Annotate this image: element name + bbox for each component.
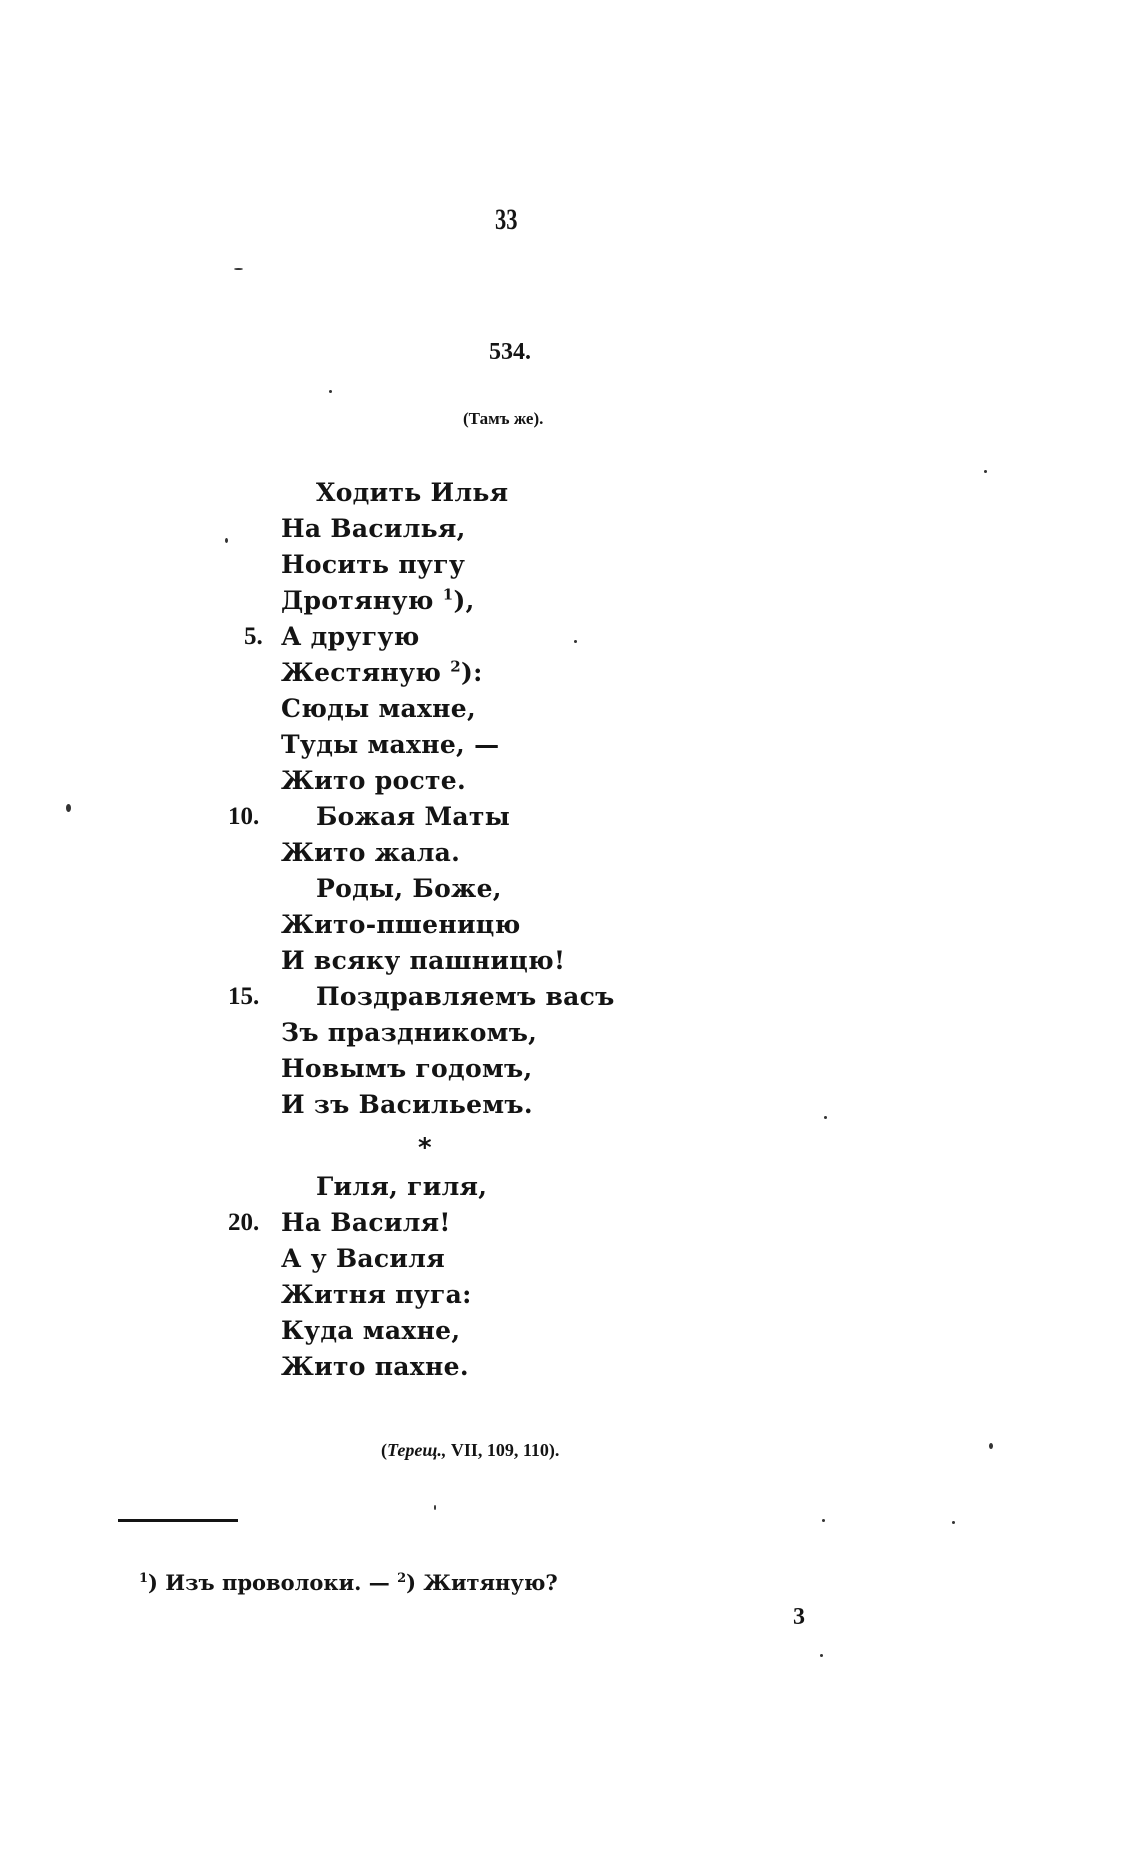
verse-line — [281, 1316, 460, 1346]
scan-speck — [952, 1521, 955, 1524]
scan-speck — [822, 1519, 825, 1522]
line-number: 20. — [228, 1209, 260, 1236]
verse-line-text: Зъ праздникомъ, — [281, 1018, 538, 1047]
verse-line — [316, 802, 510, 832]
scan-speck — [329, 390, 332, 393]
verse-line-text: И всяку пашницю! — [281, 946, 566, 975]
verse-line — [281, 658, 483, 688]
verse-line-text: Гиля, гиля, — [316, 1172, 488, 1201]
verse-line — [316, 478, 508, 508]
footnote-1-text: ) Изъ проволоки. — — [148, 1570, 398, 1595]
verse-line-text: Жито-пшеницю — [281, 910, 521, 939]
scan-speck — [66, 804, 71, 812]
verse-line — [281, 1054, 532, 1084]
scan-speck — [824, 1116, 827, 1119]
footnote-rule — [118, 1519, 238, 1522]
verse-line-text: Куда махне, — [281, 1316, 461, 1345]
verse-line-punct: ), — [453, 586, 475, 615]
verse-line-text: Жито росте. — [281, 766, 466, 795]
verse-line — [281, 1018, 537, 1048]
scan-speck — [234, 268, 243, 270]
scan-speck — [434, 1505, 436, 1510]
verse-line-text: И зъ Васильемъ. — [281, 1090, 533, 1119]
footnote-2-text: ) Житяную? — [406, 1570, 558, 1595]
scan-speck — [225, 538, 228, 543]
verse-line-text: Роды, Боже, — [316, 874, 502, 903]
citation-author: Терещ., — [387, 1440, 447, 1460]
footnote-ref: 1 — [442, 585, 454, 604]
verse-line-text: А другую — [281, 622, 420, 651]
verse-line-text: Жестяную — [281, 658, 442, 687]
scan-speck — [574, 640, 577, 643]
verse-line-punct: ): — [461, 658, 483, 687]
signature-mark: 3 — [793, 1604, 805, 1630]
verse-line — [281, 766, 466, 796]
verse-line — [281, 1352, 469, 1382]
stanza-separator: * — [418, 1133, 432, 1163]
line-number: 10. — [228, 803, 260, 830]
verse-line-text: На Василя! — [281, 1208, 451, 1237]
verse-line-text: Жито пахне. — [281, 1352, 469, 1381]
source-header: (Тамъ же). — [463, 409, 544, 428]
footnote-1-number: 1 — [139, 1571, 149, 1586]
verse-line — [281, 1090, 533, 1120]
verse-line-text: Дротяную — [281, 586, 434, 615]
verse-line-text: На Василья, — [281, 514, 466, 543]
verse-line — [281, 550, 465, 580]
scan-speck — [989, 1443, 993, 1449]
verse-line — [281, 694, 476, 724]
verse-line — [316, 1172, 487, 1202]
verse-line-text: Ходить Илья — [316, 478, 509, 507]
footnotes — [139, 1570, 558, 1595]
verse-line — [281, 514, 466, 544]
verse-line-text: Поздравляемъ васъ — [316, 982, 615, 1011]
verse-line-text: Новымъ годомъ, — [281, 1054, 533, 1083]
verse-line-text: А у Василя — [281, 1244, 445, 1273]
scan-speck — [984, 470, 987, 473]
footnote-ref: 2 — [450, 657, 461, 676]
citation-ref: VII, 109, 110). — [450, 1440, 560, 1460]
footnote-2-number: 2 — [397, 1571, 407, 1586]
verse-line — [316, 874, 502, 904]
verse-line — [281, 586, 475, 616]
verse-line-text: Житня пуга: — [281, 1280, 472, 1309]
verse-line — [281, 730, 499, 760]
verse-line — [281, 1280, 472, 1310]
verse-line — [316, 982, 615, 1012]
verse-line — [281, 838, 460, 868]
verse-line-text: Туды махне, — — [281, 730, 500, 759]
line-number: 15. — [228, 983, 260, 1010]
verse-line-text: Носить пугу — [281, 550, 466, 579]
verse-line-text: Сюды махне, — [281, 694, 476, 723]
verse-line — [281, 622, 420, 652]
page-number: 33 — [495, 203, 518, 236]
verse-line-text: Божая Маты — [316, 802, 511, 831]
verse-line — [281, 1244, 445, 1274]
verse-line — [281, 910, 521, 940]
verse-line-text: Жито жала. — [281, 838, 461, 867]
citation: (Терещ., VII, 109, 110). — [381, 1440, 560, 1460]
verse-line — [281, 1208, 451, 1238]
scan-speck — [820, 1654, 823, 1657]
song-number: 534. — [489, 339, 531, 365]
verse-line — [281, 946, 565, 976]
line-number: 5. — [244, 623, 263, 650]
